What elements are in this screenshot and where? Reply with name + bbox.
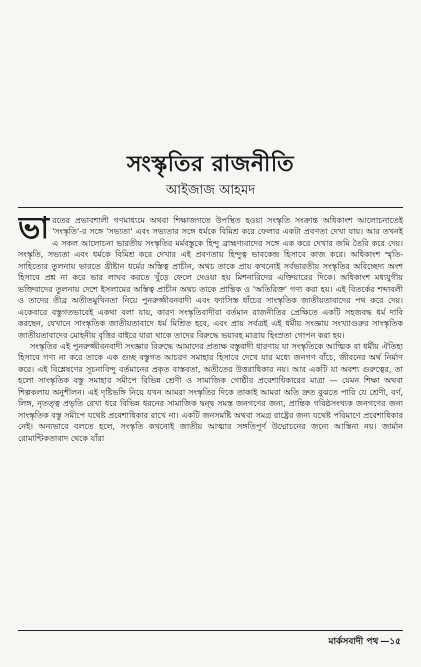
paragraph-1-text: রতের প্রভাবশালী গণমাধ্যমে অথবা শিক্ষাজগতে উপস্থিত হওয়া সংস্কৃতি সংক্রান্ত অধিকাংশ আলোচনাতেই 'সংস্কৃতি'-র সঙ্গে 'সভ্যতা' এবং সভ্যতার সঙ্গে ধর্মকে বিমিশ্র করে ফেলার একটা প্রবণতা দেখা যায়। আর তখনই এ সকল আলোচনা ভারতীয় সংস্কৃতির মর্মবস্তুকে হিন্দু ব্রাহ্মণ্যবাদের সঙ্গে এক করে দেখার জমি তৈরি করে দেয়। সংস্কৃতি, সভ্যতা এবং ধর্মকে বিমিশ্র করে দেখার এই প্রবণতায় হিন্দুত্ব ভাবকেন্দ্র হিসাবে কাজ করে। অধিকাংশ স্মৃতি- সাহিত্যের তুলনায় ভারতে খ্রীষ্টান ধর্মের অস্তিত্ব প্রাচীন, অথচ তাকে প্রায় কখনোই সর্বভারতীয় সংস্কৃতির অবিচ্ছেদ্য অংশ হিসাবে প্রশ্ন না করে ভার লাঘব করতে খুঁড়ে ফেলে দেওয়া হয় মিশনারিদের এক্তিয়ারের দিকে। অধিকাংশ মধ্যযুগীয় ভক্তিবাদের তুলনায় দেশে ইসলামের অস্তিত্ব প্রাচীন অথচ তাকে প্রান্তিক ও 'অতিরিক্ত' গণ্য করা হয়। এই বিতর্কের শব্দাবলী ও তাদের তীব্র অতীতমুখিনতা নিয়ে পুনরুজ্জীবনবাদী এবং ফ্যাসিস্ত ধাঁচের সাংস্কৃতিক জাতীয়তাবাদের পথ করে দেয়। একেবারে বস্তুগতভাবেই একথা বলা যায়, কারণ সংস্কৃতিবাদীরা বর্তমান রাজনীতির প্রেক্ষিতে একটি সহজবদ্ধ ধর্ম দাবি করছেন, যেখানে সাংস্কৃতিক জাতীয়তাবাদে ধর্ম মিশ্রিত হবে, এবং প্রায় সর্বত্রই এই ধর্মীয় সংজ্ঞায় সংখ্যাগুরুর সাংস্কৃতিক জাতীয়তাবাদের মোহনীয় বৃত্তির বাইরে যারা থাকে তাদের বিরুদ্ধে ভয়াবহ মাত্রায় হিংস্রতা গোপন করা হয়। <box>18 216 403 340</box>
page-number: —১৫ <box>380 637 401 647</box>
paragraph-1 <box>18 215 403 341</box>
author-name: আইজাজ আহমদ <box>165 183 256 198</box>
journal-name: মার্কসবাদী পথ <box>328 637 379 647</box>
footer-divider <box>18 630 403 631</box>
article-body <box>18 215 403 612</box>
paragraph-2: সংস্কৃতির এই পুনরুজ্জীবনবাদী সংজ্ঞার বিরুদ্ধে আমাদের প্রত্যক্ষ বস্তুবাদী ধারণায় যা সংস্কৃতিকে আত্মিক বা ধর্মীয় ঐতিহ্য হিসাবে গণ্য না করে তাকে এক গুচ্ছ বস্তুগত আচরণ সমাহার হিসাবে দেখে যার মধ্যে জনগণ বাঁচে, জীবনের অর্থ নির্মাণ করে। এই বিশ্লেষণের সূচনাবিন্দু বর্তমানের প্রকৃত বাস্তবতা, অতীতের উত্তরাধিকার নয়। আর একটি যা অবশ্য গুরুত্বের, তা হলো সাংস্কৃতিক বস্তু সমাহার সমীপে বিভিন্ন শ্রেণী ও সামাজিক গোষ্ঠীর প্রবেশাধিকারের মাত্রা — যেমন শিক্ষা অথবা শিল্পকলায় অনুশীলন। এই দৃষ্টিভঙ্গি নিয়ে যখন আমরা সংস্কৃতির দিকে তাকাই আমরা অতি দ্রুত বুঝতে পারি যে শ্রেণী, বর্ণ, লিঙ্গ, নৃতত্ত্ব প্রভৃতি রেখা ধরে বিভিন্ন ধরনের সামাজিক দ্বন্দ্ব সমস্ত জনগণের জন্য, প্রান্তিক গরিষ্ঠসংখ্যক জনগণের জন্য সাংস্কৃতিক বস্তু সমীপে যথেষ্ট প্রবেশাধিকার রাখে না। একটি জনসমষ্টি অথবা সমগ্র রাষ্ট্রের জন্য যথেষ্ট পরিমাণে প্রবেশাধিকার নেই। অন্যভাবে বলতে হলে, সংস্কৃতি কখনোই জাতীয় আত্মার সঙ্গতিপূর্ণ উদ্মোচনের জন্যে আস্তিনা নয়। জার্মান রোমান্টিকতাবাদ থেকে যাঁরা <box>18 341 403 443</box>
header-divider <box>18 207 403 208</box>
article-title: সংস্কৃতির রাজনীতি <box>126 151 295 177</box>
page-footer <box>328 634 401 649</box>
drop-cap: ভা <box>18 215 50 246</box>
